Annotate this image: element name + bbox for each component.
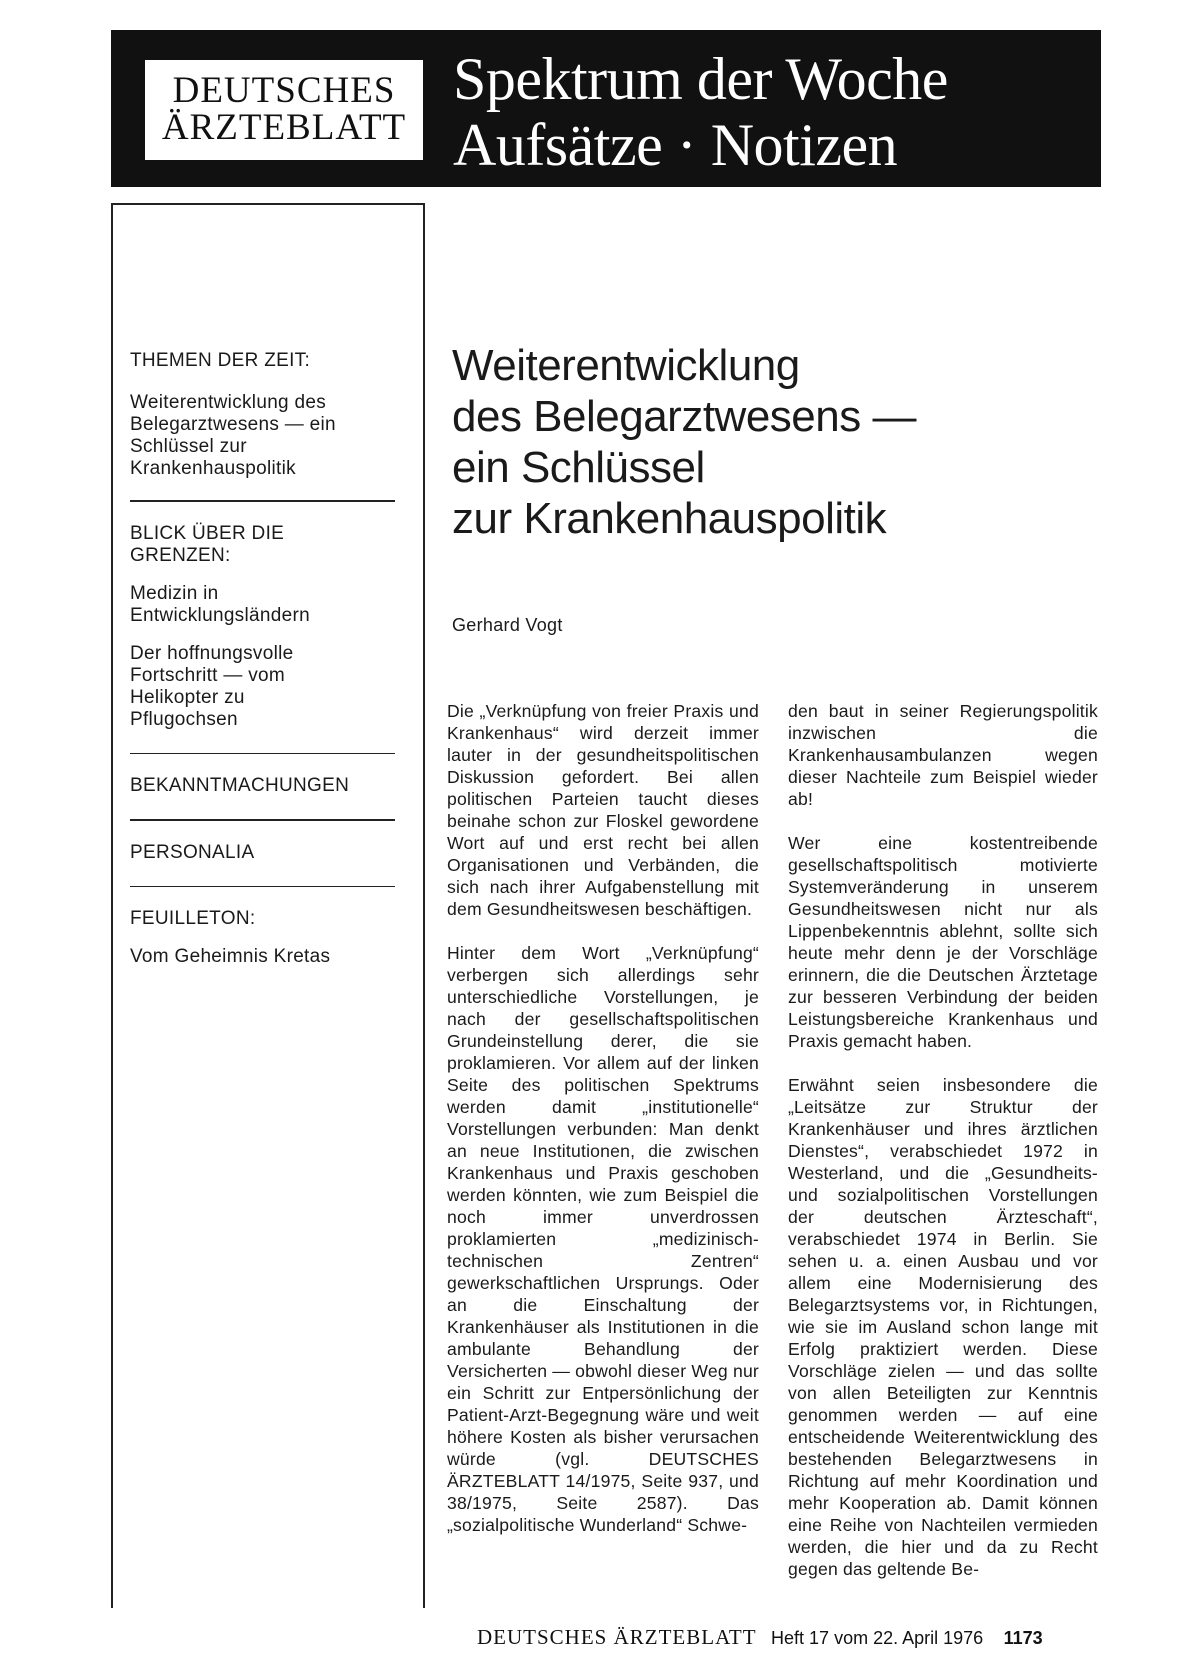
toc-divider [130, 819, 395, 821]
masthead [111, 30, 1101, 187]
logo-line-1: DEUTSCHES [172, 70, 396, 111]
toc-heading-themen: THEMEN DER ZEIT: [130, 350, 311, 371]
body-paragraph: Hinter dem Wort „Verknüpfung“ verbergen sich allerdings sehr unterschiedliche Vorstellungen, je nach der gesellschaftspolitischen Grundeinstellung derer, die sie proklamieren. Vor allem auf der linken Seite des politischen Spektrums werden damit „institutionelle“ Vorstellungen verbunden: Man denkt an neue Institutionen, die zwischen Krankenhaus und Praxis geschoben werden könnten, wie zum Beispiel die noch immer unverdrossen proklamierten „medizinisch-technischen Zentren“ gewerkschaftlichen Ursprungs. Oder an die Einschaltung der Krankenhäuser als Institutionen in die ambulante Behandlung der Versicherten — obwohl dieser Weg nur ein Schritt zur Entpersönlichung der Patient-Arzt-Begegnung wäre und weit höhere Kosten als bisher verursachen würde (vgl. DEUTSCHES ÄRZTEBLATT 14/1975, Seite 937, und 38/1975, Seite 2587). Das „sozialpolitische Wunderland“ Schwe- [447, 943, 759, 1535]
toc-entry-medizin[interactable]: Medizin in Entwicklungsländern [130, 582, 310, 626]
footer-issue: Heft 17 vom 22. April 1976 [771, 1628, 984, 1648]
toc-heading-blick: BLICK ÜBER DIE GRENZEN: [130, 522, 285, 566]
article-column-2 [788, 700, 1098, 1602]
body-paragraph: Wer eine kostentreibende gesellschaftspolitisch motivierte Systemveränderung in unserem Gesundheitswesen nicht nur als Lippenbekenntnis ablehnt, sollte sich heute mehr denn je der Vorschläge erinnern, die die Deutschen Ärztetage zur besseren Verbindung der beiden Leistungsbereiche Krankenhaus und Praxis gemacht haben. [788, 833, 1098, 1051]
toc-heading-feuilleton: FEUILLETON: [130, 908, 256, 929]
page-number: 1173 [1003, 1628, 1043, 1648]
toc-divider [130, 753, 395, 755]
section-title-line-1: Spektrum der Woche [453, 46, 948, 112]
body-paragraph: Erwähnt seien insbesondere die „Leitsätze zur Struktur der Krankenhäuser und ihres ärztlichen Dienstes“, verabschiedet 1972 in Westerland, und die „Gesundheits- und sozialpolitischen Vorstellungen der deutschen Ärzteschaft“, verabschiedet 1974 in Berlin. Sie sehen u. a. einen Ausbau und vor allem eine Modernisierung des Belegarztsystems vor, in Richtungen, wie sie im Ausland schon lange mit Erfolg praktiziert werden. Diese Vorschläge zielen — und das sollte von allen Beteiligten zur Kenntnis genommen werden — auf eine entscheidende Weiterentwicklung des bestehenden Belegarztwesens in Richtung auf mehr Koordination und mehr Kooperation ab. Damit können eine Reihe von Nachteilen vermieden werden, die hier und da zu Recht gegen das geltende Be- [788, 1075, 1098, 1579]
section-title-line-2: Aufsätze · Notizen [453, 112, 898, 178]
toc-divider [130, 886, 395, 888]
logo-line-2: ÄRZTEBLATT [161, 107, 407, 148]
article-column-1 [447, 700, 759, 1558]
article-title-line-2: des Belegarztwesens — [452, 392, 916, 441]
toc-entry-belegarztwesen[interactable]: Weiterentwicklung des Belegarztwesens — ein Schlüssel zur Krankenhauspolitik [130, 392, 336, 479]
article-author: Gerhard Vogt [452, 615, 563, 635]
section-title [453, 46, 948, 178]
table-of-contents [130, 350, 415, 968]
toc-heading-bekanntmachungen[interactable]: BEKANNTMACHUNGEN [130, 775, 350, 796]
body-paragraph: den baut in seiner Regierungspolitik inzwischen die Krankenhausambulanzen wegen dieser Nachteile zum Beispiel wieder ab! [788, 701, 1098, 809]
journal-logo [145, 60, 423, 160]
article-title-line-4: zur Krankenhauspolitik [452, 494, 887, 543]
page-footer [477, 1625, 1043, 1650]
toc-entry-kretas[interactable]: Vom Geheimnis Kretas [130, 946, 331, 967]
article-title-line-3: ein Schlüssel [452, 443, 705, 492]
toc-heading-personalia[interactable]: PERSONALIA [130, 841, 255, 863]
toc-divider [130, 500, 395, 502]
footer-journal-name: DEUTSCHES ÄRZTEBLATT [477, 1625, 757, 1649]
toc-entry-fortschritt[interactable]: Der hoffnungsvolle Fortschritt — vom Helikopter zu Pflugochsen [130, 642, 294, 730]
article-title [452, 340, 916, 544]
article-title-line-1: Weiterentwicklung [452, 341, 800, 390]
body-paragraph: Die „Verknüpfung von freier Praxis und Krankenhaus“ wird derzeit immer lauter in der gesundheitspolitischen Diskussion gefordert. Bei allen politischen Parteien taucht dieses beinahe schon zur Floskel gewordene Wort auf und erst recht bei allen Organisationen und Verbänden, die sich nach ihrer Aufgabenstellung mit dem Gesundheitswesen beschäftigen. [447, 701, 759, 919]
